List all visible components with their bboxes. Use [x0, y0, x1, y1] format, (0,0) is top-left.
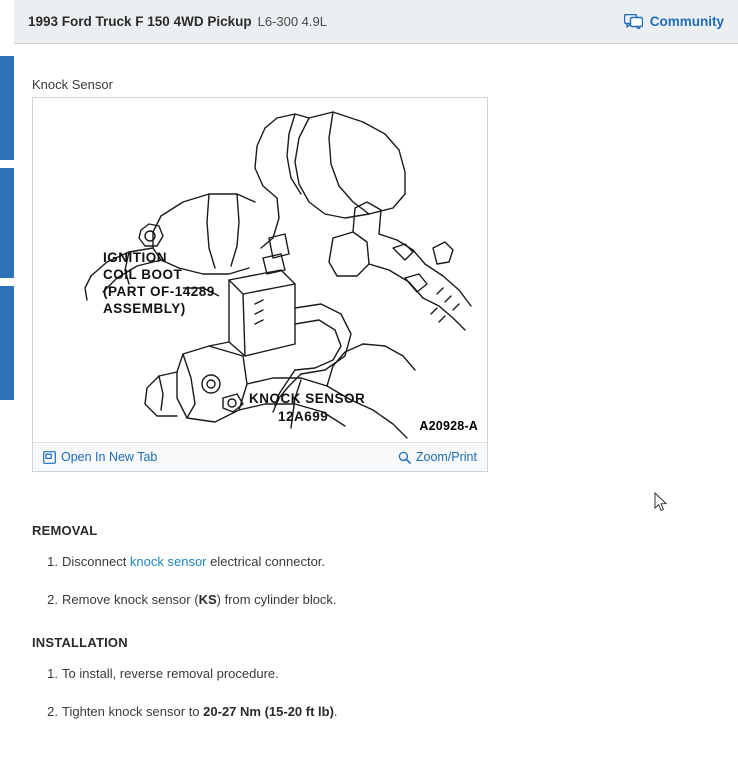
- label-ignition-line4: ASSEMBLY): [103, 301, 186, 316]
- left-strip-block-2: [0, 168, 14, 278]
- step-text-pre: Disconnect: [62, 554, 130, 569]
- step-text-post: ) from cylinder block.: [216, 592, 337, 608]
- open-in-new-tab-button[interactable]: [43, 450, 157, 464]
- step-number: 2.: [47, 592, 58, 608]
- list-item: [47, 592, 718, 608]
- open-in-new-tab-label: Open In New Tab: [61, 450, 158, 464]
- list-item: [47, 665, 718, 682]
- community-label: Community: [649, 14, 724, 29]
- step-text-bold: KS: [198, 592, 217, 608]
- left-strip-block-1: [0, 56, 14, 160]
- step-text-bold: 20-27 Nm (15-20 ft lb): [203, 703, 334, 719]
- label-ignition-line1: IGNITION: [103, 250, 167, 265]
- community-link[interactable]: [624, 14, 724, 29]
- chat-bubble-icon: [624, 14, 643, 29]
- list-item: [47, 554, 718, 570]
- magnifier-icon: [398, 451, 411, 464]
- label-knock-sensor-part: 12A699: [278, 409, 329, 424]
- step-text-post: .: [333, 703, 338, 719]
- installation-steps: [32, 666, 718, 721]
- external-window-icon: [43, 451, 56, 464]
- figure-container: [32, 97, 488, 472]
- step-text-pre: To install, reverse removal procedure.: [62, 665, 279, 681]
- removal-heading: REMOVAL: [32, 523, 98, 538]
- article-content: [14, 45, 738, 771]
- label-knock-sensor: KNOCK SENSOR: [249, 391, 366, 406]
- removal-steps: [32, 554, 718, 609]
- step-text-pre: Tighten knock sensor to: [62, 703, 204, 719]
- vehicle-title: 1993 Ford Truck F 150 4WD Pickup: [28, 14, 252, 29]
- step-number: 2.: [47, 703, 58, 719]
- knock-sensor-link[interactable]: knock sensor: [129, 554, 207, 569]
- step-number: 1.: [47, 665, 58, 681]
- figure-toolbar: [33, 442, 487, 471]
- step-text-pre: Remove knock sensor (: [62, 592, 199, 608]
- diagram-code: A20928-A: [419, 419, 478, 433]
- step-number: 1.: [47, 554, 58, 569]
- installation-heading: INSTALLATION: [32, 634, 128, 650]
- zoom-print-label: Zoom/Print: [415, 450, 477, 464]
- knock-sensor-diagram: [33, 98, 487, 442]
- label-ignition-line3: (PART OF-14289: [103, 284, 215, 299]
- figure-section-label: Knock Sensor: [32, 77, 113, 92]
- label-ignition-line2: COIL BOOT: [103, 267, 183, 282]
- vehicle-header-bar: [14, 0, 738, 44]
- step-text-post: electrical connector.: [206, 554, 326, 569]
- vehicle-engine: L6-300 4.9L: [257, 14, 327, 29]
- zoom-print-button[interactable]: [398, 450, 477, 464]
- left-edge-strip: [0, 0, 14, 771]
- left-strip-block-3: [0, 286, 14, 400]
- procedure-section: [32, 523, 718, 742]
- list-item: [47, 703, 718, 720]
